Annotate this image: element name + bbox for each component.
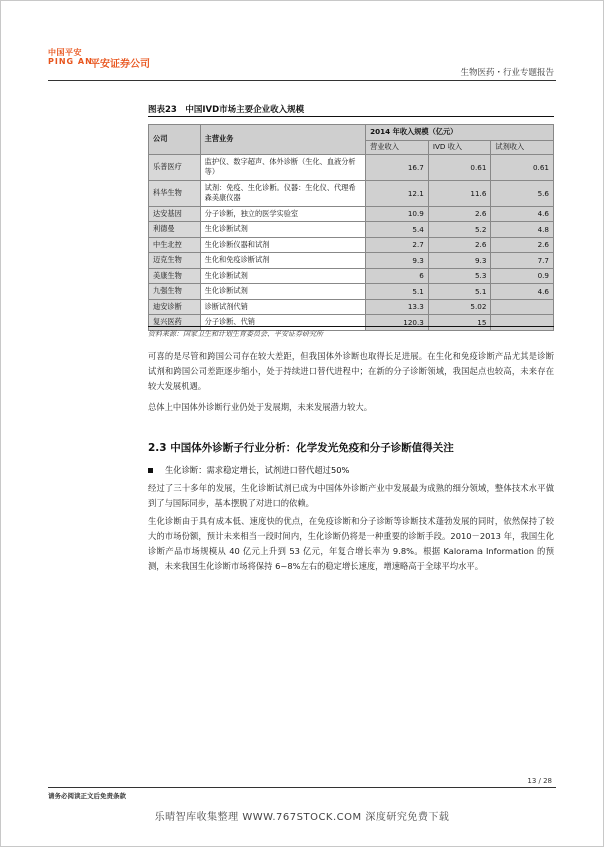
cell-operating: 5.4 [366,222,429,238]
cell-company: 达安基因 [149,206,201,222]
paragraph-summary: 总体上中国体外诊断行业仍处于发展期，未来发展潜力较大。 [148,402,373,412]
cell-reagent: 4.6 [491,206,554,222]
cell-ivd: 2.6 [428,237,491,253]
cell-ivd: 5.1 [428,284,491,300]
table-row [149,253,554,269]
logo-english: PING AN [48,57,93,66]
report-type: 生物医药・行业专题报告 [460,68,554,78]
cell-business: 生化诊断试剂 [200,222,366,238]
cell-reagent: 2.6 [491,237,554,253]
bullet-text: 生化诊断：需求稳定增长，试剂进口替代超过50% [165,465,350,475]
cell-company: 九强生物 [149,284,201,300]
cell-ivd: 5.02 [428,299,491,315]
col-revenue-group-header: 2014 年收入规模（亿元） [366,125,554,141]
cell-ivd: 15 [428,315,491,331]
cell-business: 试剂：免疫、生化诊断。仪器：生化仪、代理希森美康仪器 [200,180,366,206]
paragraph-biochem-market: 生化诊断由于具有成本低、速度快的优点，在免疫诊断和分子诊断等诊断技术蓬勃发展的同时，依然保持了较大的市场份额，预计未来相当一段时间内，生化诊断仍将是一种重要的诊断手段。2010－2013 年，我国生化诊断产品市场规模从 40 亿元上升到 53 亿元，年复合增长率为 9.8%。根据 Kalorama Information 的预测，未来我国生化诊断市场将保持 6~8%左右的稳定增长速度，增速略高于全球平均水平。 [148,516,554,571]
cell-company: 科华生物 [149,180,201,206]
source-rule [148,326,554,327]
cell-business: 监护仪、数字超声、体外诊断（生化、血液分析等） [200,154,366,180]
paragraph-biochem-history: 经过了三十多年的发展，生化诊断试剂已成为中国体外诊断产业中发展最为成熟的细分领域，整体技术水平做到了与国际同步，基本摆脱了对进口的依赖。 [148,483,554,508]
col-reagent-header: 试剂收入 [491,140,554,154]
col-company-header: 公司 [149,125,201,155]
cell-business: 分子诊断、代销 [200,315,366,331]
square-bullet-icon [148,468,153,473]
table-row [149,237,554,253]
table-row [149,154,554,180]
cell-reagent: 4.6 [491,284,554,300]
cell-reagent: 7.7 [491,253,554,269]
table-row [149,268,554,284]
watermark-text: 乐晴智库收集整理 WWW.767STOCK.COM 深度研究免费下载 [154,812,450,823]
cell-company: 利德曼 [149,222,201,238]
cell-operating: 5.1 [366,284,429,300]
table-row [149,315,554,331]
cell-operating: 16.7 [366,154,429,180]
cell-reagent [491,299,554,315]
cell-company: 中生北控 [149,237,201,253]
cell-reagent [491,315,554,331]
company-name: 平安证券公司 [90,59,150,70]
figure-title-rule [148,116,554,117]
cell-operating: 6 [366,268,429,284]
cell-reagent: 5.6 [491,180,554,206]
cell-company: 复兴医药 [149,315,201,331]
section-title: 2.3 中国体外诊断子行业分析：化学发光免疫和分子诊断值得关注 [148,442,454,454]
cell-business: 生化诊断试剂 [200,268,366,284]
cell-business: 生化诊断仪器和试剂 [200,237,366,253]
cell-company: 乐普医疗 [149,154,201,180]
disclaimer: 请务必阅读正文后免责条款 [48,792,126,800]
revenue-table [148,124,554,331]
cell-company: 迈克生物 [149,253,201,269]
table-row [149,206,554,222]
header-divider [48,80,556,81]
col-business-header: 主营业务 [200,125,366,155]
cell-operating: 12.1 [366,180,429,206]
cell-business: 生化诊断试剂 [200,284,366,300]
cell-ivd: 9.3 [428,253,491,269]
paragraph-progress: 可喜的是尽管和跨国公司存在较大差距，但我国体外诊断也取得长足进展。在生化和免疫诊断产品尤其是诊断试剂和跨国公司差距逐步缩小，处于持续进口替代进程中；在新的分子诊断领域，我国起点也较高，未来存在较大发展机遇。 [148,351,554,391]
col-ivd-header: IVD 收入 [428,140,491,154]
cell-business: 生化和免疫诊断试剂 [200,253,366,269]
pingan-logo [48,48,93,67]
table-row [149,284,554,300]
table-row [149,222,554,238]
cell-operating: 10.9 [366,206,429,222]
cell-operating: 120.3 [366,315,429,331]
cell-reagent: 0.61 [491,154,554,180]
cell-business: 诊断试剂代销 [200,299,366,315]
cell-operating: 13.3 [366,299,429,315]
footer-divider [48,787,556,788]
cell-ivd: 2.6 [428,206,491,222]
cell-ivd: 5.2 [428,222,491,238]
page-number: 13 / 28 [527,777,552,785]
cell-reagent: 4.8 [491,222,554,238]
cell-ivd: 0.61 [428,154,491,180]
cell-company: 迪安诊断 [149,299,201,315]
cell-operating: 2.7 [366,237,429,253]
figure-source: 资料来源：国家卫生和计划生育委员会、平安证券研究所 [148,330,323,338]
bullet-item [148,464,349,476]
cell-reagent: 0.9 [491,268,554,284]
logo-chinese: 中国平安 [48,48,82,57]
cell-business: 分子诊断，独立的医学实验室 [200,206,366,222]
figure-title: 图表23 中国IVD市场主要企业收入规模 [148,105,305,115]
table-row [149,299,554,315]
cell-ivd: 11.6 [428,180,491,206]
cell-ivd: 5.3 [428,268,491,284]
cell-company: 美康生物 [149,268,201,284]
col-operating-header: 营业收入 [366,140,429,154]
table-row [149,180,554,206]
cell-operating: 9.3 [366,253,429,269]
